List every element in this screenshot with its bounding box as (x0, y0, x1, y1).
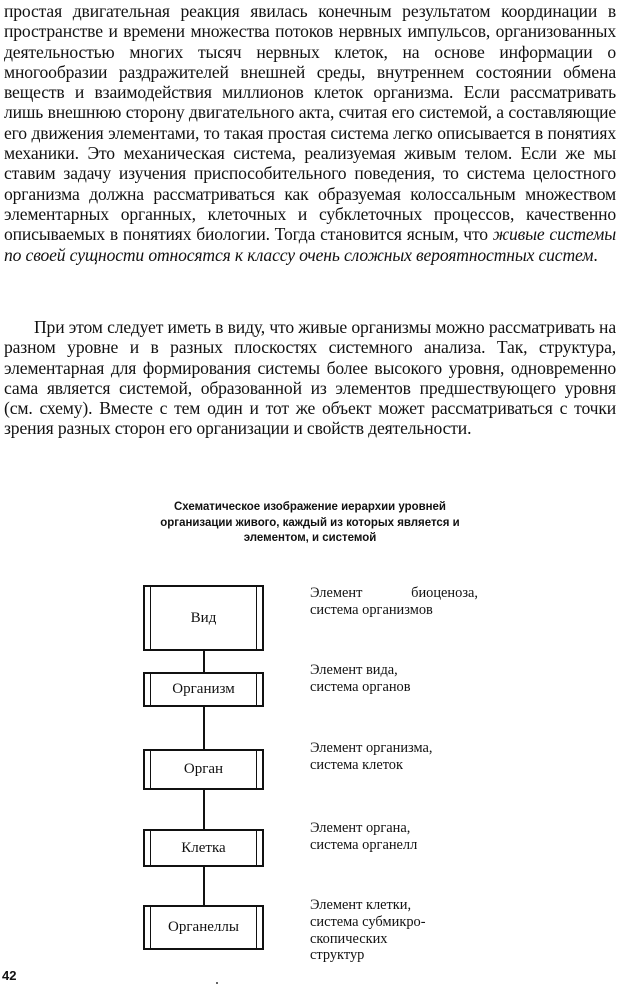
level-description-organ (310, 740, 478, 774)
description-line: Элемент организма, (310, 740, 433, 756)
level-description-cell (310, 820, 478, 854)
hierarchy-connector (203, 790, 205, 829)
hierarchy-connector (203, 867, 205, 905)
description-line: система субмикро- (310, 913, 426, 930)
box-label: Орган (183, 761, 224, 777)
description-line: система организмов (310, 601, 433, 618)
level-description-organism (310, 662, 478, 696)
paragraph-1-ending: . (593, 244, 598, 265)
description-line: структур (310, 947, 365, 964)
description-line: Элемент биоценоза, (310, 585, 478, 601)
description-line: Элемент клетки, (310, 897, 412, 913)
description-line: скопических (310, 930, 388, 947)
level-description-organelles (310, 897, 478, 964)
hierarchy-box-cell (143, 829, 264, 867)
print-speck (216, 982, 218, 984)
paragraph-1-italic-emphasis: живые системы по своей сущности относятся к классу очень сложных вероятностных систем (4, 224, 616, 265)
box-label: Органеллы (168, 919, 239, 935)
hierarchy-box-organism (143, 672, 264, 707)
description-line: система органелл (310, 836, 418, 853)
level-description-species (310, 585, 478, 619)
hierarchy-box-organelles (143, 905, 264, 950)
description-line: система органов (310, 678, 411, 695)
body-paragraph-2: При этом следует иметь в виду, что живые организмы можно рассматривать на разном уровне и в разных плоскостях системного анализа. Так, структура, элементарная для формирования системы более высокого уровня, одновременно сама является системой, образованной из элементов предшествующего уровня (см. схему). Вместе с тем один и тот же объект может рассматриваться с точки зрения разных сторон его организации и свойств деятельности. (4, 317, 616, 439)
box-label: Вид (190, 609, 217, 626)
hierarchy-box-organ (143, 749, 264, 790)
diagram-caption: Схематическое изображение иерархии уровней организации живого, каждый из которых является и элементом, и системой (160, 499, 460, 544)
description-line: Элемент вида, (310, 662, 398, 678)
page-number: 42 (2, 968, 17, 983)
body-paragraph-1 (4, 1, 616, 265)
hierarchy-connector (203, 707, 205, 749)
paragraph-1-text: простая двигательная реакция явилась конечным результатом координации в пространстве и времени множества потоков нервных импульсов, организованных деятельностью многих тысяч нервных клеток, на основе информации о многообразии раздражителей внешней среды, внутреннем состоянии обмена веществ и взаимодействия миллионов клеток организма. Если рассматривать лишь внешнюю сторону двигательного акта, считая его системой, а составляющие его движения элементами, то такая простая система легко описывается в понятиях механики. Это механическая система, реализуемая живым телом. Если же мы ставим задачу изучения приспособительного поведения, то система целостного организма должна рассматриваться как образуемая колоссальным множеством элементарных органных, клеточных и субклеточных процессов, качественно описываемых в понятиях биологии. Тогда становится ясным, что (4, 1, 616, 245)
box-label: Клетка (181, 839, 226, 856)
hierarchy-box-species (143, 585, 264, 651)
description-line: система клеток (310, 756, 403, 773)
box-label: Организм (172, 681, 235, 697)
hierarchy-connector (203, 651, 205, 672)
description-line: Элемент органа, (310, 820, 411, 836)
